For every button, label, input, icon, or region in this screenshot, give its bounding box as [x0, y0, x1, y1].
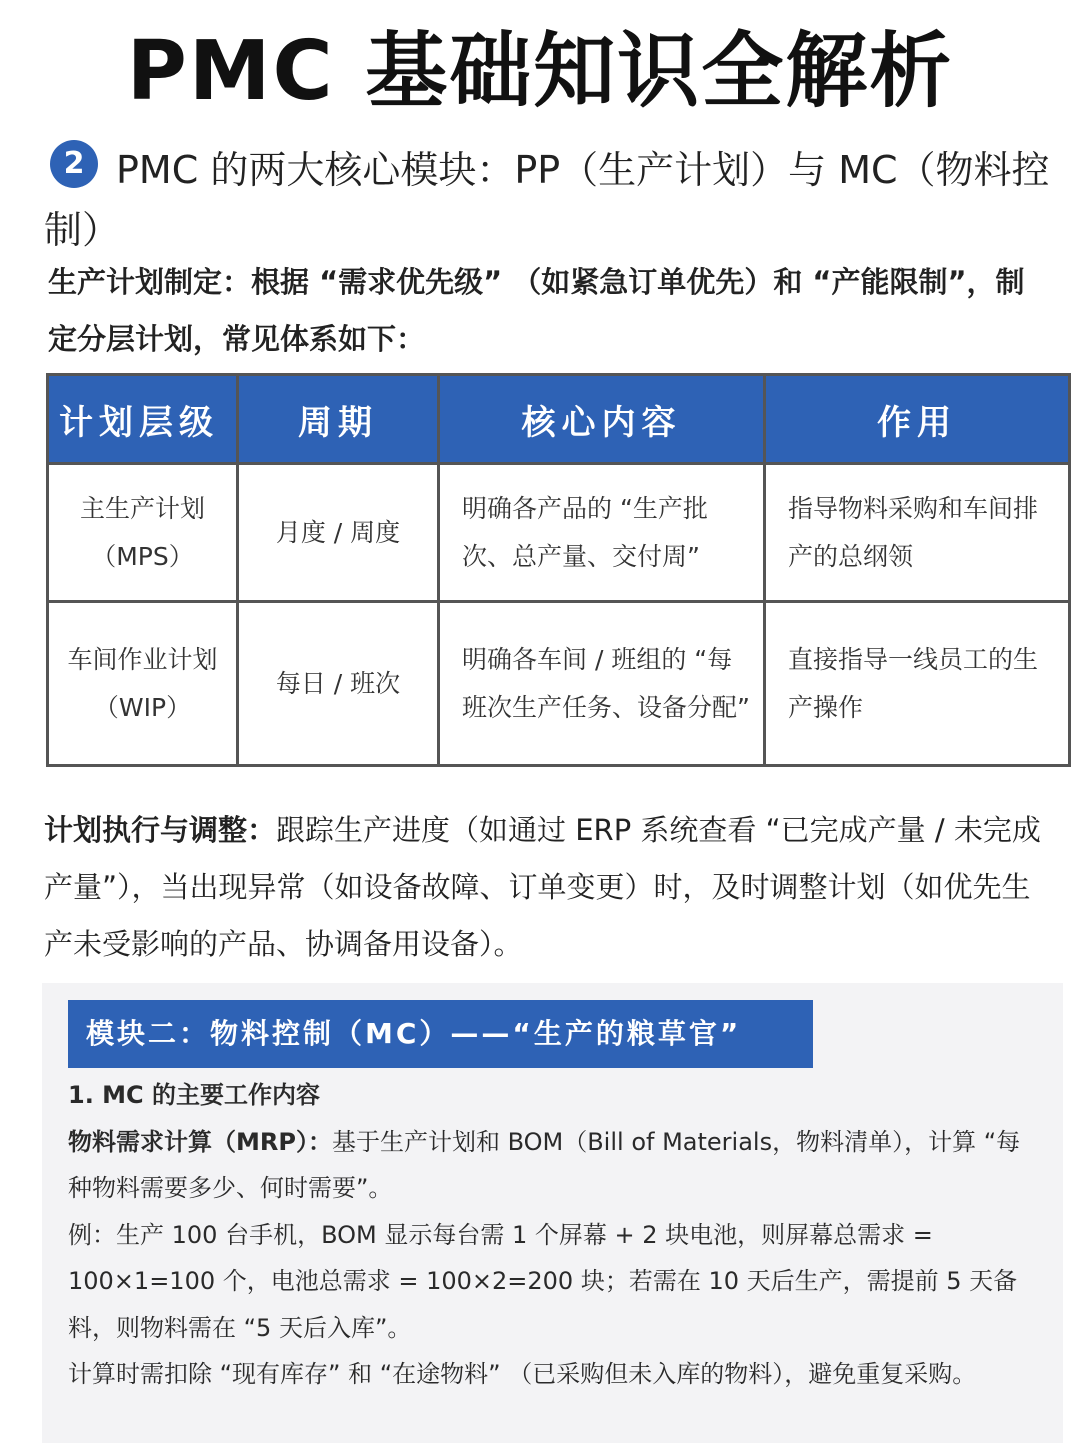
header-cycle: 周期: [238, 375, 439, 464]
level-name: 车间作业计划: [67, 644, 218, 674]
level-code: （WIP）: [93, 692, 192, 722]
mrp-example: 例：生产 100 台手机，BOM 显示每台需 1 个屏幕 + 2 块电池，则屏幕总需求 = 100×1=100 个，电池总需求 = 100×2=200 块；若需在 10 天后生产，需提前 5 天备料，则物料需在 “5 天后入库”。: [68, 1220, 1018, 1342]
intro-paragraph: 生产计划制定：根据 “需求优先级” （如紧急订单优先）和 “产能限制”，制定分层计划，常见体系如下：: [48, 265, 1025, 356]
cell-purpose: 指导物料采购和车间排产的总纲领: [765, 464, 1070, 602]
mc-banner: 模块二：物料控制（MC）——“生产的粮草官”: [68, 1000, 813, 1068]
mc-body: [68, 1072, 1043, 1398]
section-heading: PMC 的两大核心模块：PP（生产计划）与 MC（物料控制）: [44, 148, 1050, 252]
table-header-row: [48, 375, 1070, 464]
page-title: PMC 基础知识全解析: [126, 24, 954, 119]
mrp-note: 计算时需扣除 “现有库存” 和 “在途物料” （已采购但未入库的物料），避免重复采购。: [68, 1360, 977, 1388]
cell-level: [48, 464, 238, 602]
section-number-badge: 2: [50, 140, 98, 188]
cell-purpose: 直接指导一线员工的生产操作: [765, 602, 1070, 766]
cell-cycle: 月度 / 周度: [238, 464, 439, 602]
table-row: [48, 464, 1070, 602]
level-name: 主生产计划: [79, 493, 205, 523]
cell-content: 明确各产品的 “生产批次、总产量、交付周”: [439, 464, 765, 602]
table-row: [48, 602, 1070, 766]
cell-level: [48, 602, 238, 766]
level-code: （MPS）: [91, 541, 194, 571]
mc-subheading: 1. MC 的主要工作内容: [68, 1081, 321, 1109]
plan-table: [46, 373, 1071, 767]
execution-paragraph: [44, 802, 1044, 973]
header-content: 核心内容: [439, 375, 765, 464]
mrp-label: 物料需求计算（MRP）：: [68, 1127, 332, 1156]
cell-content: 明确各车间 / 班组的 “每班次生产任务、设备分配”: [439, 602, 765, 766]
mrp-text: 基于生产计划和 BOM（Bill of Materials，物料清单），计算 “每种物料需要多少、何时需要”。: [68, 1127, 1021, 1202]
header-purpose: 作用: [765, 375, 1070, 464]
execution-label: 计划执行与调整：: [44, 813, 277, 847]
execution-text: 跟踪生产进度（如通过 ERP 系统查看 “已完成产量 / 未完成产量”），当出现异常（如设备故障、订单变更）时，及时调整计划（如优先生产未受影响的产品、协调备用设备）。: [44, 813, 1041, 961]
header-level: 计划层级: [48, 375, 238, 464]
cell-cycle: 每日 / 班次: [238, 602, 439, 766]
